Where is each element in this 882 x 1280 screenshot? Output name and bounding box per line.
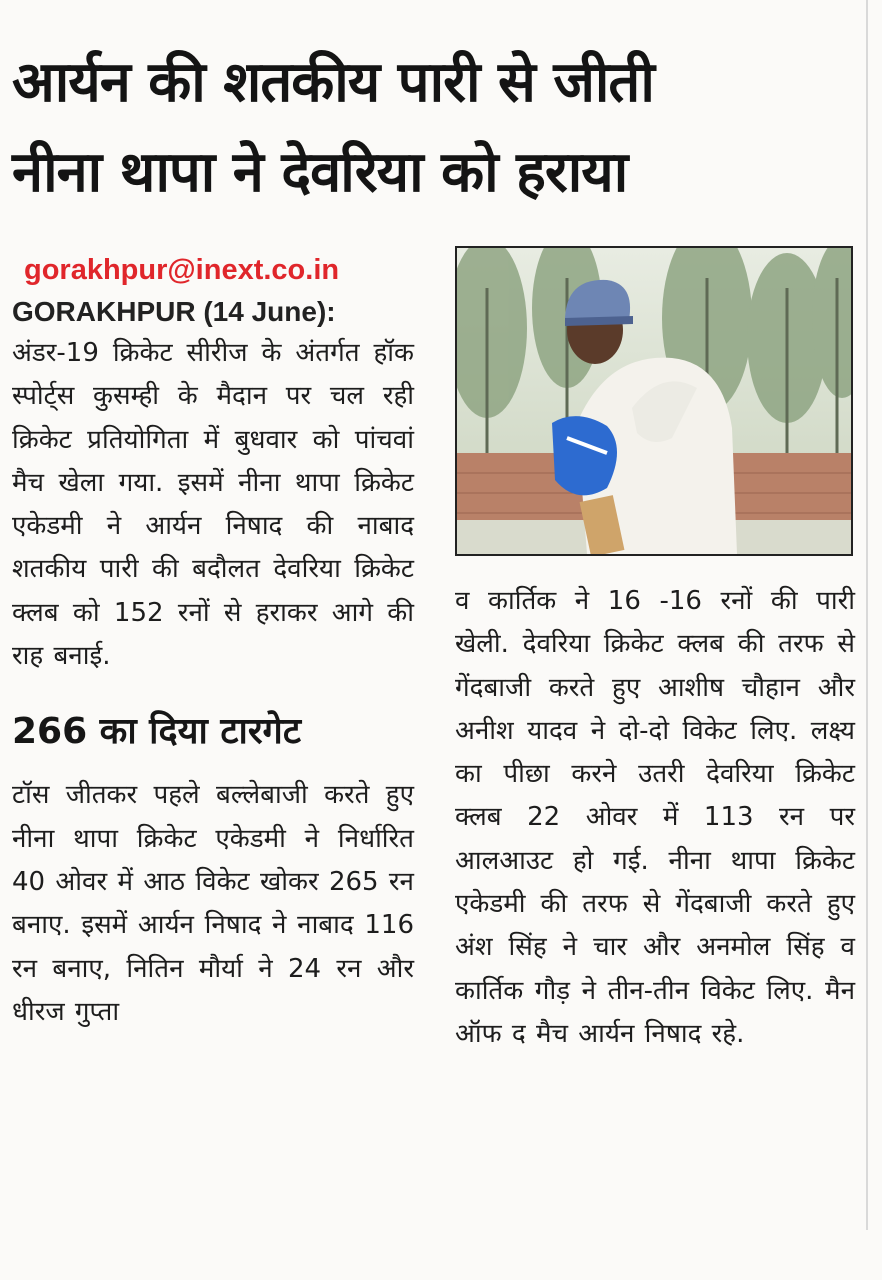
article-right-column: [455, 580, 855, 1056]
subheading: 266 का दिया टारगेट: [12, 711, 301, 753]
article-left-column: [12, 248, 414, 1034]
article-paragraph-3: व कार्तिक ने 16 -16 रनों की पारी खेली. देवरिया क्रिकेट क्लब की तरफ से गेंदबाजी करते हुए आशीष चौहान और अनीश यादव ने दो-दो विकेट लिए. लक्ष्य का पीछा करने उतरी देवरिया क्रिकेट क्लब 22 ओवर में 113 रन पर आलआउट हो गई. नीना थापा क्रिकेट एकेडमी की तरफ से गेंदबाजी करते हुए अंश सिंह ने चार और अनमोल सिंह व कार्तिक गौड़ ने तीन-तीन विकेट लिए. मैन ऑफ द मैच आर्यन निषाद रहे.: [455, 586, 855, 1049]
article-paragraph-1: अंडर-19 क्रिकेट सीरीज के अंतर्गत हॉक स्पोर्ट्स कुसम्ही के मैदान पर चल रही क्रिकेट प्रतियोगिता में बुधवार को पांचवां मैच खेला गया. इसमें नीना थापा क्रिकेट एकेडमी ने आर्यन निषाद की नाबाद शतकीय पारी की बदौलत देवरिया क्रिकेट क्लब को 152 रनों से हराकर आगे की राह बनाई.: [12, 338, 414, 672]
reporter-email: gorakhpur@inext.co.in: [24, 254, 340, 286]
batsman-photo: [455, 246, 853, 556]
batsman-illustration: [457, 248, 851, 554]
headline: [12, 38, 872, 218]
dateline: GORAKHPUR (14 June):: [12, 296, 336, 327]
headline-line-2: नीना थापा ने देवरिया को हराया: [12, 140, 628, 205]
headline-line-1: आर्यन की शतकीय पारी से जीती: [12, 50, 654, 115]
article-paragraph-2: टॉस जीतकर पहले बल्लेबाजी करते हुए नीना थापा क्रिकेट एकेडमी ने निर्धारित 40 ओवर में आठ विकेट खोकर 265 रन बनाए. इसमें आर्यन निषाद ने नाबाद 116 रन बनाए, नितिन मौर्या ने 24 रन और धीरज गुप्ता: [12, 780, 414, 1027]
